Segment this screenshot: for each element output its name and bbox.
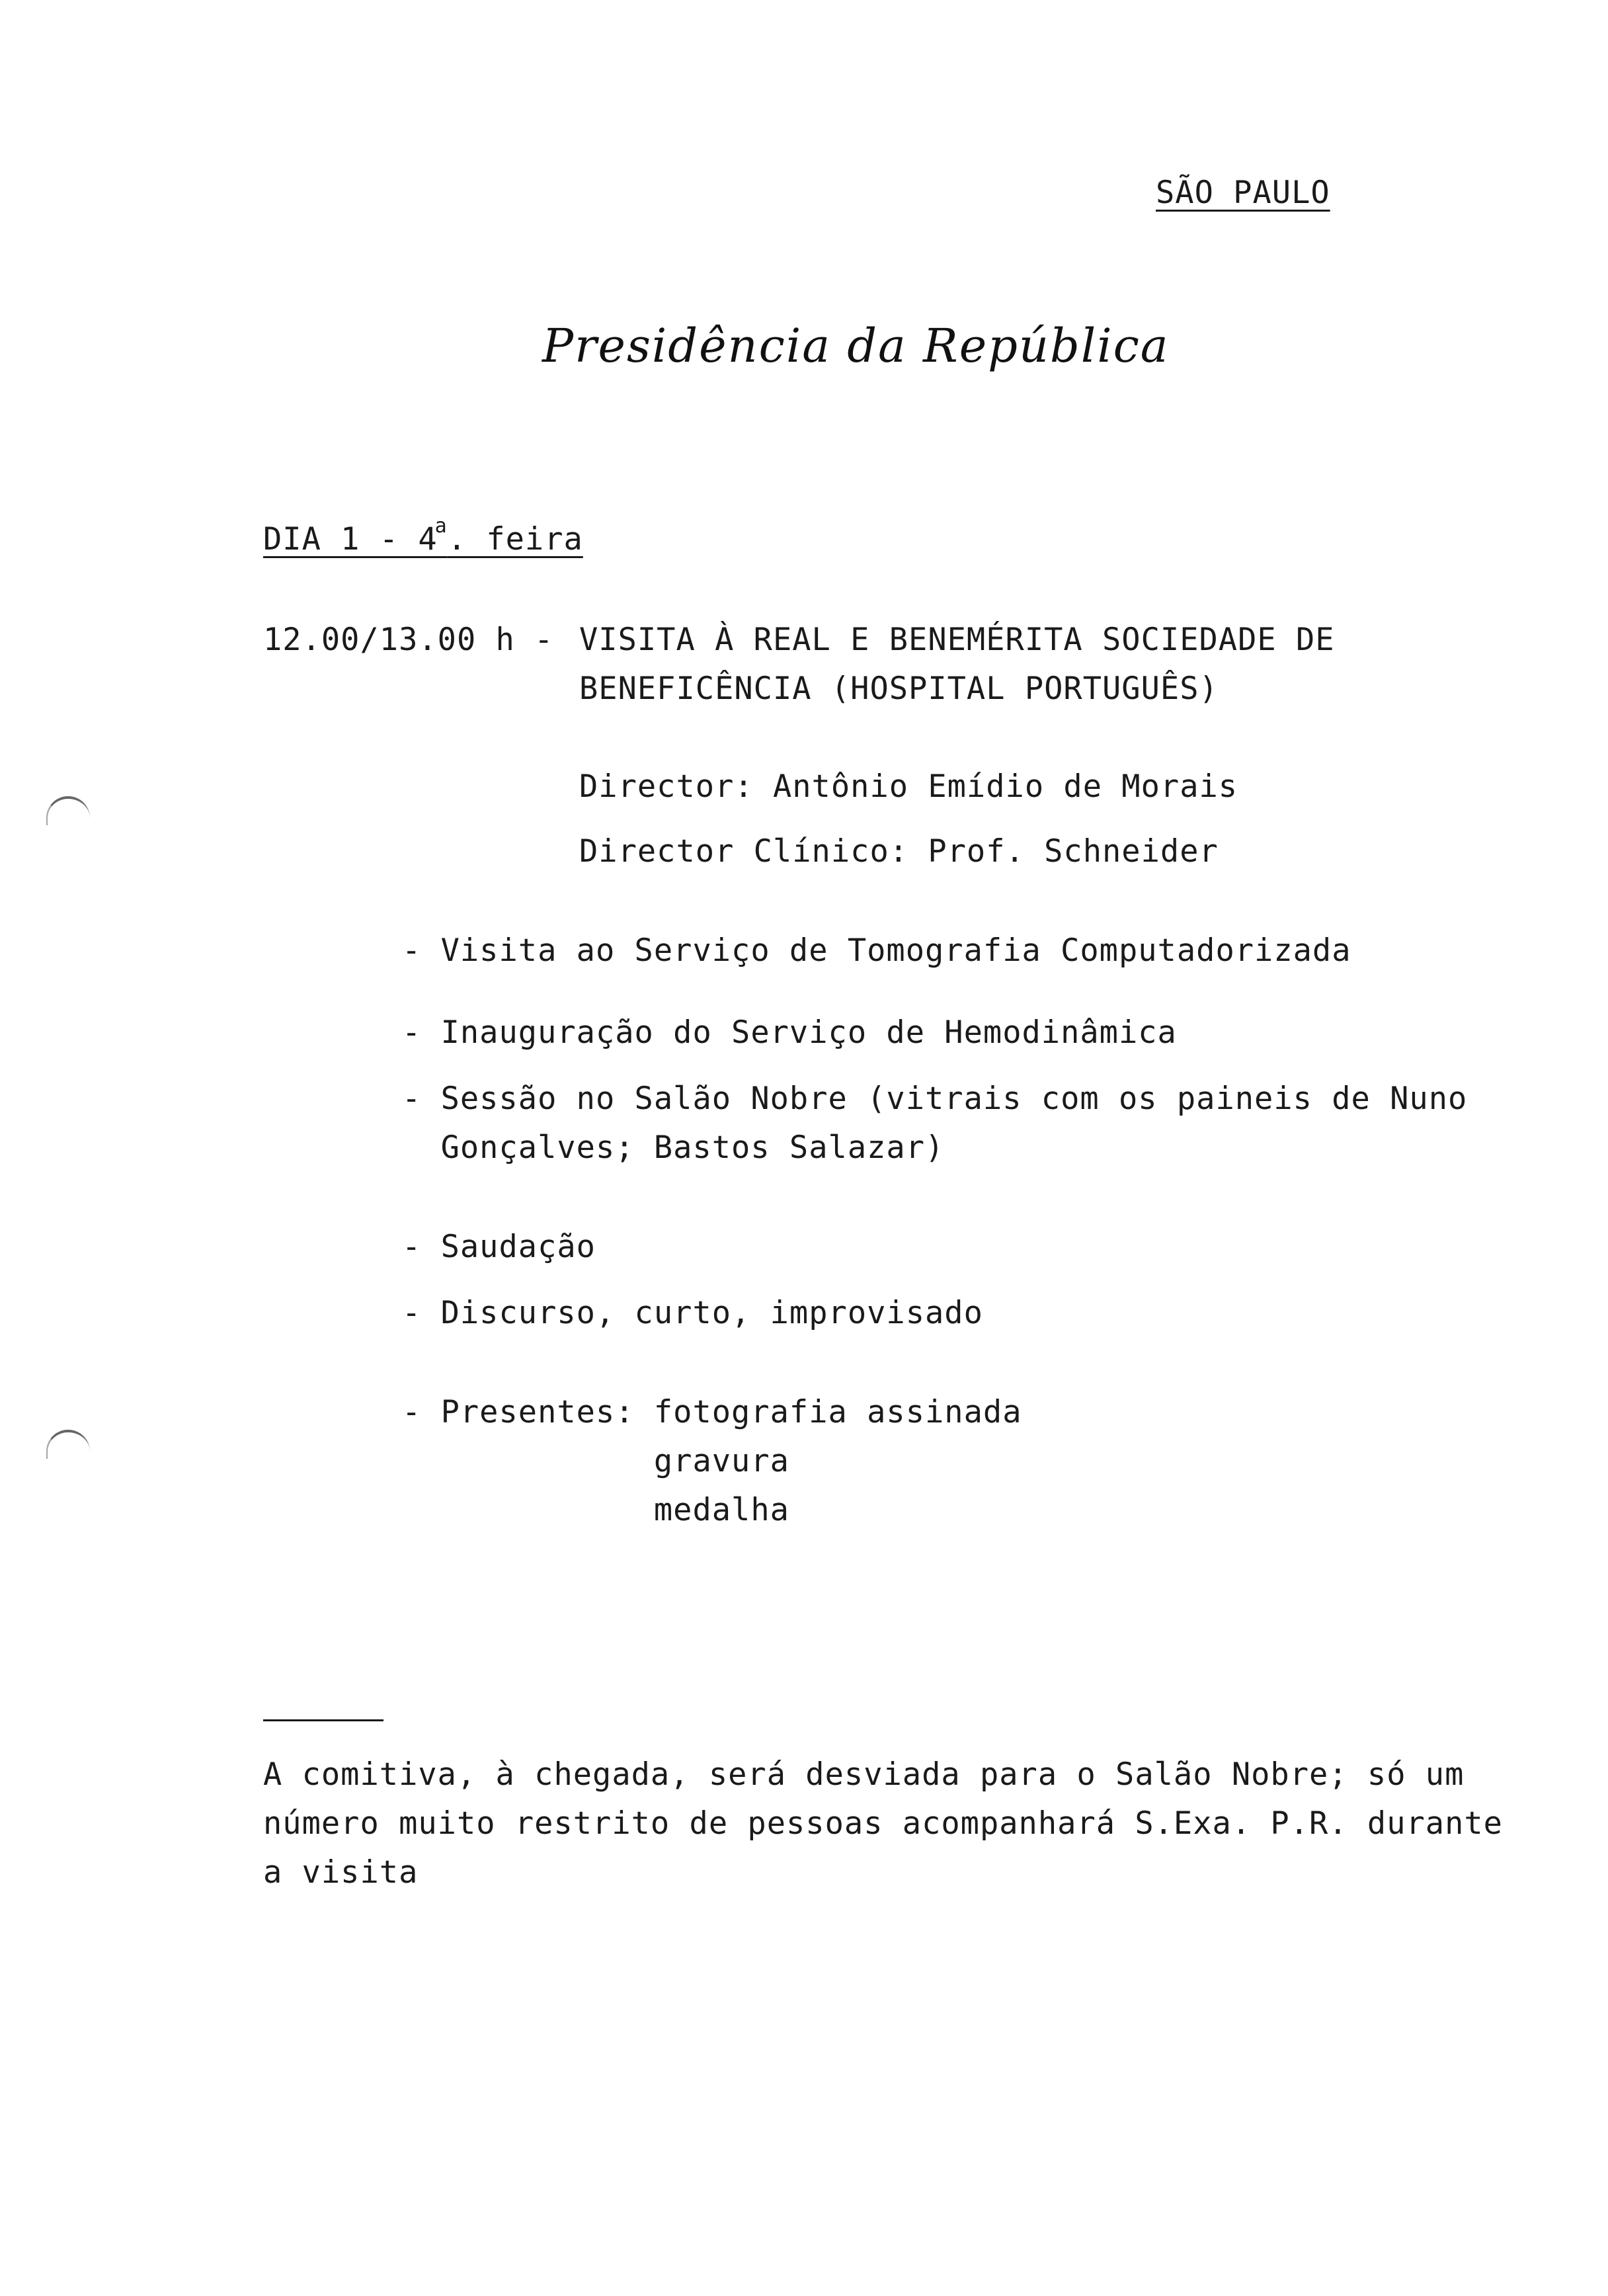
day-heading-prefix: DIA 1 - 4 bbox=[263, 521, 438, 557]
letterhead-signature: Presidência da República bbox=[542, 319, 1170, 373]
day-heading-superscript: a bbox=[434, 514, 448, 538]
list-item: gravura bbox=[402, 1443, 789, 1479]
footnote-line2: número muito restrito de pessoas acompanhará S.Exa. P.R. durante bbox=[263, 1805, 1503, 1842]
event-time: 12.00/13.00 h - bbox=[263, 622, 554, 658]
event-title-line1: VISITA À REAL E BENEMÉRITA SOCIEDADE DE bbox=[579, 622, 1335, 658]
event-title-line2: BENEFICÊNCIA (HOSPITAL PORTUGUÊS) bbox=[579, 671, 1219, 707]
director-line: Director: Antônio Emídio de Morais bbox=[579, 768, 1238, 805]
punch-hole-mark bbox=[46, 1430, 90, 1459]
list-item: - Sessão no Salão Nobre (vitrais com os paineis de Nuno bbox=[402, 1081, 1468, 1117]
clinical-director-line: Director Clínico: Prof. Schneider bbox=[579, 833, 1219, 870]
day-heading bbox=[263, 514, 583, 557]
day-heading-suffix: . feira bbox=[447, 521, 583, 557]
footnote-rule bbox=[263, 1719, 383, 1721]
list-item: - Saudação bbox=[402, 1229, 596, 1265]
list-item: - Inauguração do Serviço de Hemodinâmica bbox=[402, 1014, 1177, 1051]
footnote-line3: a visita bbox=[263, 1854, 419, 1891]
punch-hole-mark bbox=[46, 796, 90, 825]
list-item: - Discurso, curto, improvisado bbox=[402, 1295, 983, 1331]
list-item: medalha bbox=[402, 1492, 789, 1528]
list-item: - Visita ao Serviço de Tomografia Computadorizada bbox=[402, 932, 1351, 969]
list-item: - Presentes: fotografia assinada bbox=[402, 1394, 1022, 1430]
location-header: SÃO PAULO bbox=[1156, 175, 1330, 211]
footnote-line1: A comitiva, à chegada, será desviada para o Salão Nobre; só um bbox=[263, 1756, 1465, 1793]
list-item: Gonçalves; Bastos Salazar) bbox=[402, 1129, 945, 1166]
